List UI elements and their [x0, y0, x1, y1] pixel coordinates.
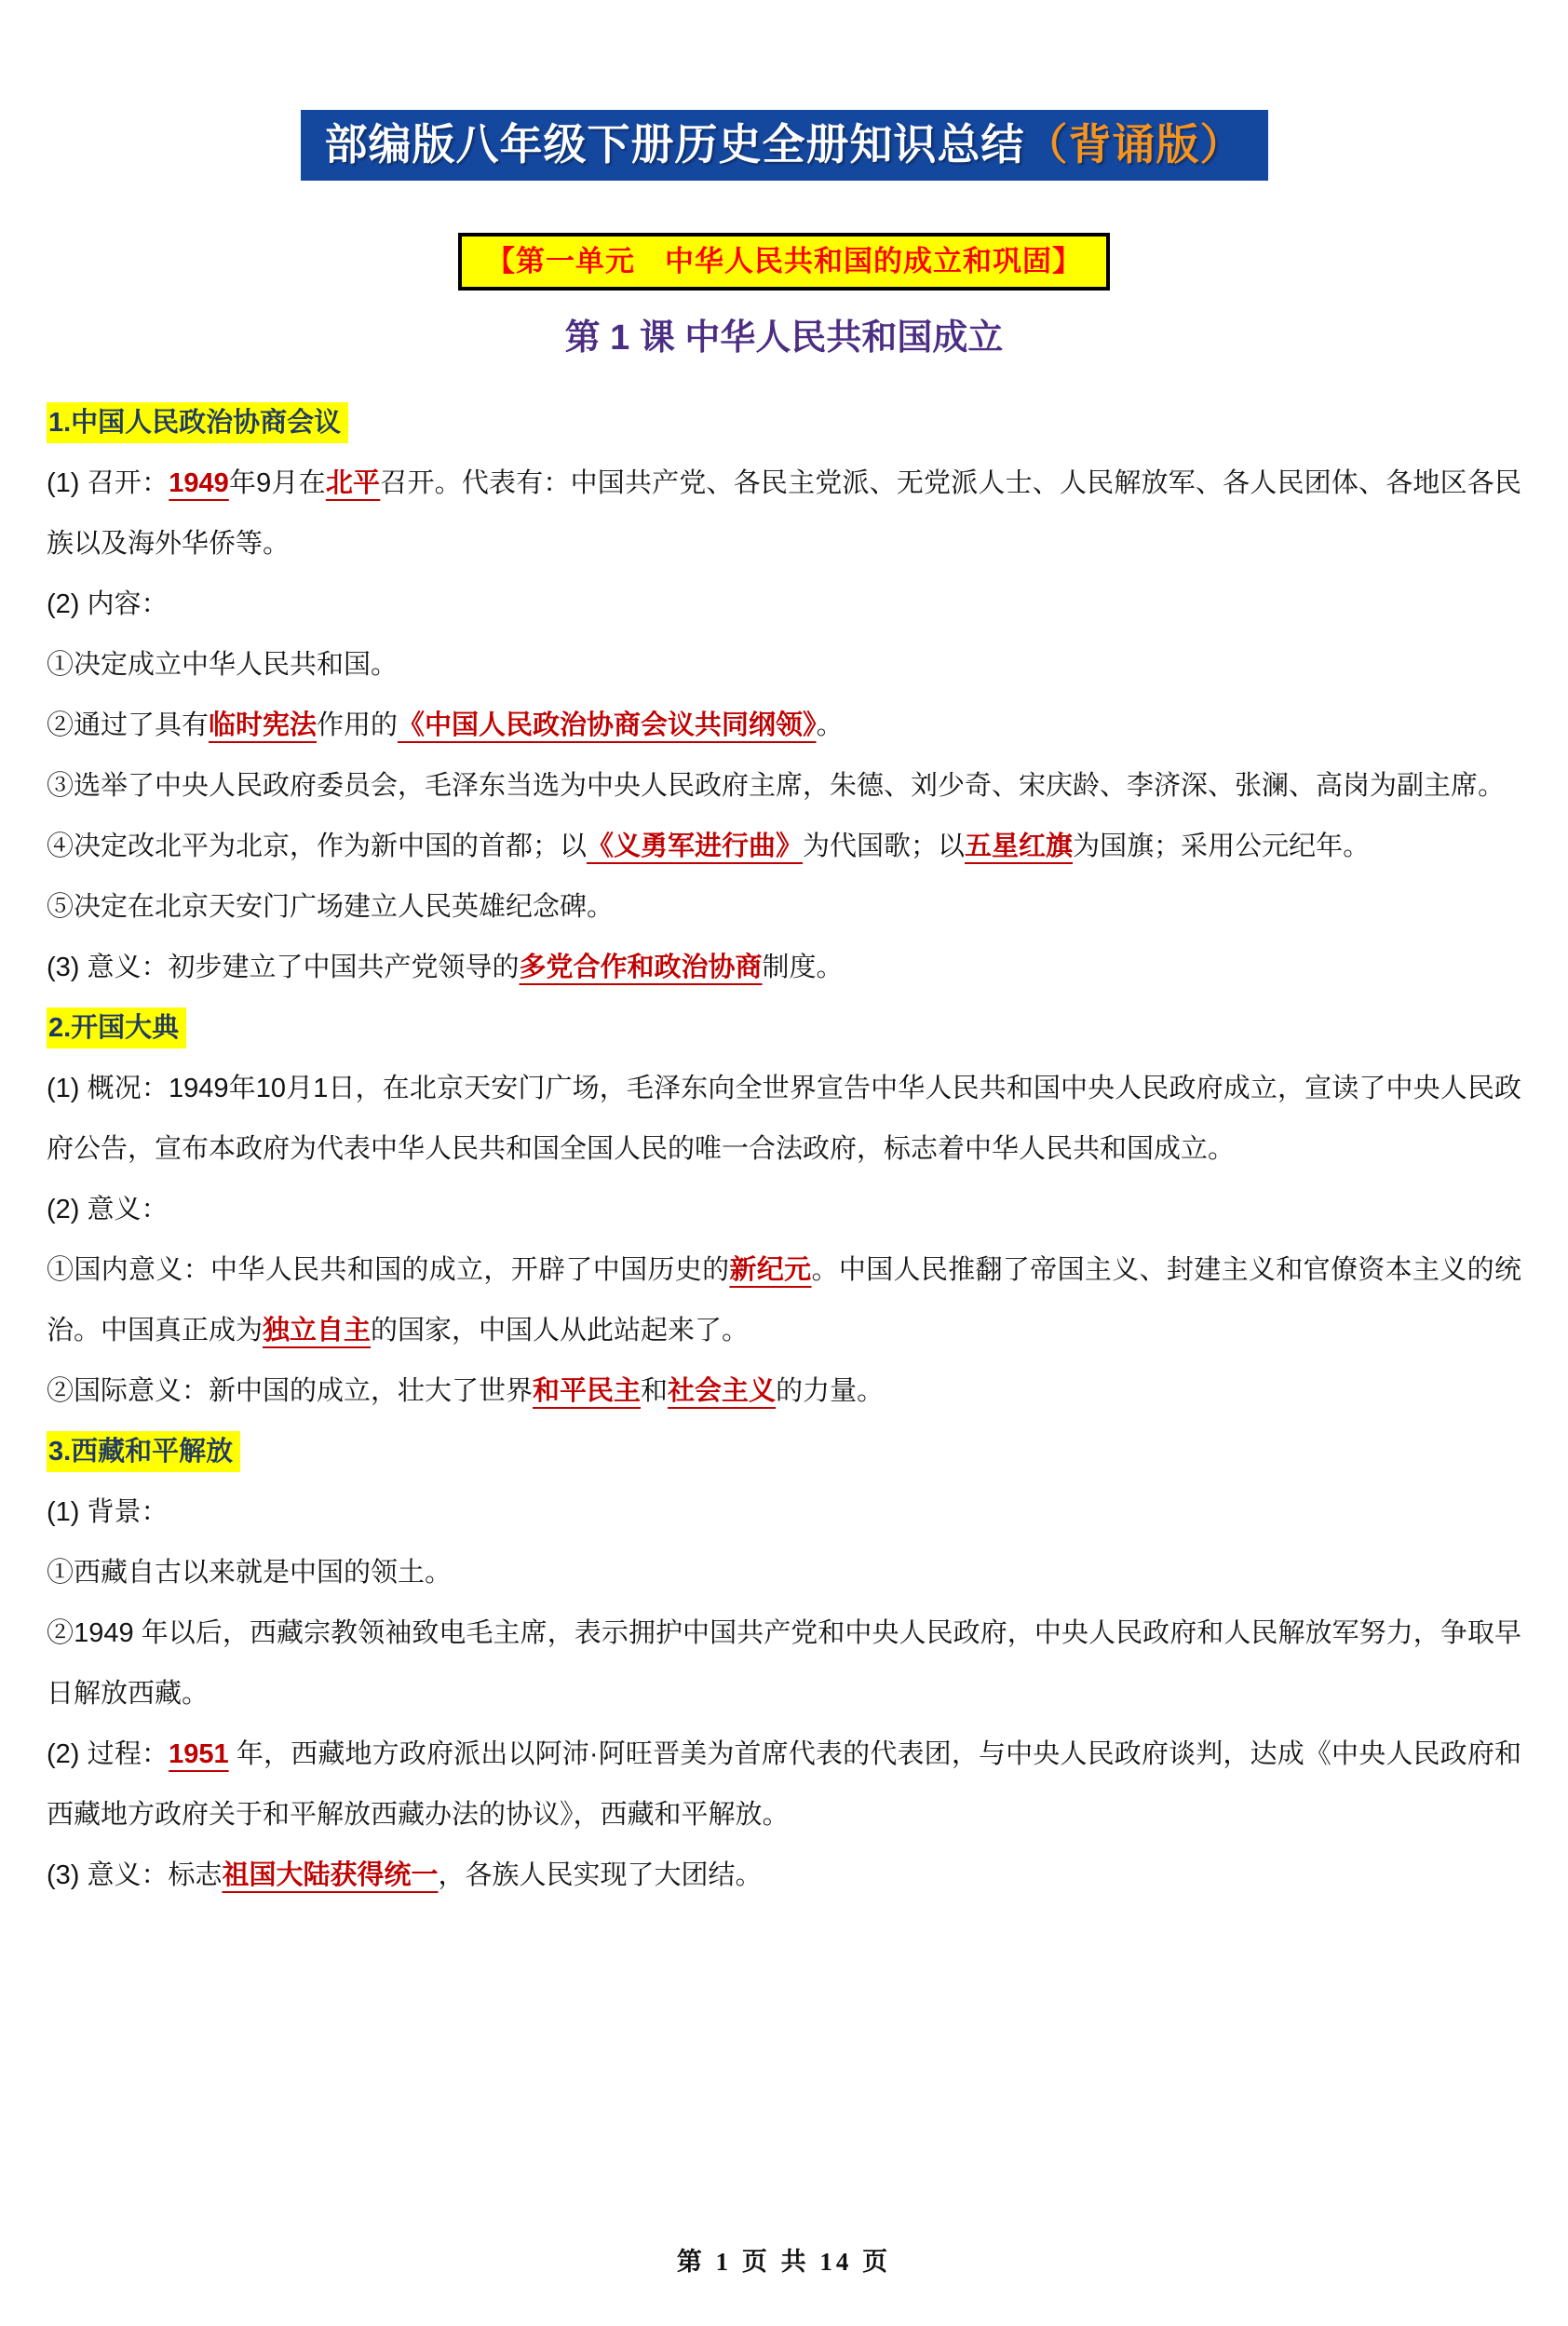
- unit-heading-row: [47, 233, 1521, 291]
- paragraph: [47, 1724, 1521, 1846]
- document-page: [0, 110, 1568, 1906]
- paragraph: [47, 1361, 1521, 1422]
- text-run: (1) 召开：: [47, 468, 169, 498]
- text-run: ①决定成立中华人民共和国。: [47, 650, 399, 680]
- paragraph: [47, 1482, 1521, 1543]
- text-run: 的国家，中国人从此站起来了。: [371, 1316, 750, 1346]
- section-heading: [47, 393, 1521, 453]
- paragraph: [47, 575, 1521, 635]
- key-term: 社会主义: [668, 1376, 777, 1406]
- text-run: 。中国人民推翻了帝国主义、封建主义和官僚资本主义的统治。中国真正成为: [47, 1255, 1521, 1346]
- text-run: 和: [641, 1376, 669, 1406]
- title-banner-row: [47, 110, 1521, 181]
- paragraph: [47, 453, 1521, 575]
- key-term: 《义勇军进行曲》: [587, 832, 804, 861]
- unit-heading: 【第一单元 中华人民共和国的成立和巩固】: [458, 233, 1110, 291]
- text-run: ①国内意义：中华人民共和国的成立，开辟了中国历史的: [47, 1255, 730, 1285]
- paragraph: [47, 696, 1521, 756]
- text-run: 的力量。: [776, 1376, 885, 1406]
- text-run: (2) 内容：: [47, 589, 169, 619]
- text-run: (1) 概况：1949年10月1日，在北京天安门广场，毛泽东向全世界宣告中华人民共和国中央人民政府成立，宣读了中央人民政府公告，宣布本政府为代表中华人民共和国全国人民的唯一合法政府，标志着中华人民共和国成立。: [47, 1074, 1521, 1164]
- text-run: ，各族人民实现了大团结。: [438, 1860, 763, 1890]
- key-term: 祖国大陆获得统一: [222, 1860, 439, 1890]
- text-run: ②国际意义：新中国的成立，壮大了世界: [47, 1376, 534, 1406]
- document-body: [47, 393, 1521, 1906]
- text-run: 年9月在: [228, 468, 326, 498]
- text-run: (3) 意义：标志: [47, 1860, 223, 1890]
- key-term: 五星红旗: [965, 832, 1074, 861]
- page-number-footer: 第 1 页 共 14 页: [676, 2248, 892, 2276]
- text-run: 。: [816, 710, 844, 740]
- section-heading: [47, 1422, 1521, 1482]
- highlighted-heading-text: 2.开国大典: [47, 1007, 186, 1048]
- text-run: (1) 背景：: [47, 1497, 169, 1527]
- text-run: 制度。: [762, 953, 844, 982]
- key-term: 《中国人民政治协商会议共同纲领》: [398, 710, 817, 740]
- paragraph: [47, 938, 1521, 998]
- text-run: 作用的: [317, 710, 399, 740]
- text-run: ②通过了具有: [47, 710, 210, 740]
- highlighted-heading-text: 3.西藏和平解放: [47, 1431, 240, 1472]
- paragraph: [47, 1603, 1521, 1724]
- paragraph: [47, 817, 1521, 877]
- text-run: 为国旗；采用公元纪年。: [1073, 832, 1371, 861]
- document-title-main: 部编版八年级下册历史全册知识总结: [324, 120, 1025, 169]
- text-run: ⑤决定在北京天安门广场建立人民英雄纪念碑。: [47, 892, 615, 922]
- text-run: ②1949 年以后，西藏宗教领袖致电毛主席，表示拥护中国共产党和中央人民政府，中央人民政府和人民解放军努力，争取早日解放西藏。: [47, 1618, 1521, 1709]
- key-term: 1949: [169, 468, 229, 498]
- paragraph: [47, 1180, 1521, 1240]
- text-run: (2) 意义：: [47, 1195, 169, 1224]
- paragraph: [47, 1846, 1521, 1906]
- paragraph: [47, 1240, 1521, 1361]
- lesson-heading: 第 1 课 中华人民共和国成立: [564, 318, 1004, 358]
- text-run: (2) 过程：: [47, 1739, 169, 1769]
- text-run: 召开。代表有：中国共产党、各民主党派、无党派人士、人民解放军、各人民团体、各地区各民族以及海外华侨等。: [47, 468, 1521, 559]
- paragraph: [47, 877, 1521, 938]
- text-run: ①西藏自古以来就是中国的领土。: [47, 1558, 453, 1588]
- text-run: ③选举了中央人民政府委员会，毛泽东当选为中央人民政府主席，朱德、刘少奇、宋庆龄、李济深、张澜、高岗为副主席。: [47, 771, 1506, 801]
- document-title-suffix: （背诵版）: [1024, 120, 1244, 169]
- text-run: 年，西藏地方政府派出以阿沛·阿旺晋美为首席代表的代表团，与中央人民政府谈判，达成《中央人民政府和西藏地方政府关于和平解放西藏办法的协议》，西藏和平解放。: [47, 1739, 1521, 1830]
- document-title-banner: [301, 110, 1268, 181]
- key-term: 独立自主: [263, 1316, 372, 1346]
- key-term: 多党合作和政治协商: [519, 953, 763, 982]
- key-term: 临时宪法: [209, 710, 318, 740]
- paragraph: [47, 1543, 1521, 1603]
- section-heading: [47, 998, 1521, 1059]
- key-term: 1951: [169, 1739, 229, 1769]
- highlighted-heading-text: 1.中国人民政治协商会议: [47, 402, 348, 443]
- text-run: (3) 意义：初步建立了中国共产党领导的: [47, 953, 520, 982]
- paragraph: [47, 1059, 1521, 1180]
- paragraph: [47, 756, 1521, 817]
- text-run: ④决定改北平为北京，作为新中国的首都；以: [47, 832, 588, 861]
- paragraph: [47, 635, 1521, 696]
- key-term: 北平: [325, 468, 381, 498]
- key-term: 新纪元: [729, 1255, 812, 1285]
- key-term: 和平民主: [533, 1376, 642, 1406]
- text-run: 为代国歌；以: [803, 832, 966, 861]
